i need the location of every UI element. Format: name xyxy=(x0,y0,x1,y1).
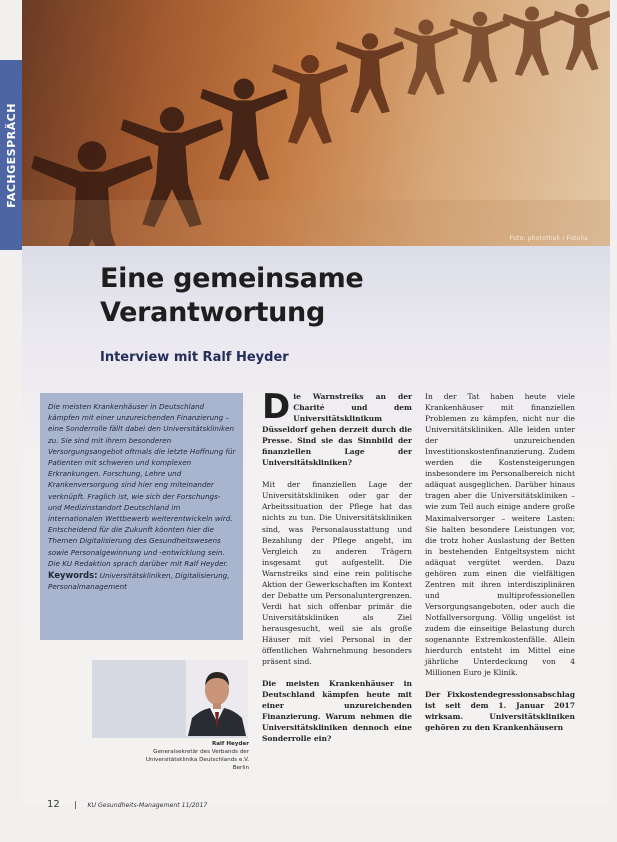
person-portrait-image xyxy=(186,660,248,736)
paper-chain-figures-image xyxy=(22,0,610,246)
dropcap: D xyxy=(262,387,291,427)
page-number: 12 xyxy=(47,799,60,810)
portrait-caption xyxy=(79,740,249,772)
caption-name: Ralf Heyder xyxy=(211,741,249,747)
answer-1: Mit der finanziellen Lage der Universitätskliniken oder gar der Arbeitssituation der Pflege hat das nichts zu tun. Die Universitätskliniken sind, was Personalausstattung und Bezahlung der Pflege angeht, im Vergleich zu anderen Trägern insgesamt gut aufgestellt. Die Warnstreiks sind eine rein politische Aktion der Gewerkschaften im Kontext der Debatte um Personaluntergrenzen. Verdi hat sich offenbar primär die Universitätskliniken als Ziel herausgesucht, weil sie als große Häuser mit viel Personal in der öffentlichen Wahrnehmung besonders präsent sind. xyxy=(262,480,412,667)
section-tab xyxy=(0,60,22,250)
text-column-1 xyxy=(262,387,412,755)
lead-box xyxy=(40,393,243,640)
article-subtitle: Interview mit Ralf Heyder xyxy=(100,350,289,365)
question-1 xyxy=(262,387,412,468)
photo-credit: Foto: photothek / Fotolia xyxy=(509,235,588,242)
lead-text: Die meisten Krankenhäuser in Deutschland kämpfen mit einer unzureichenden Finanzierung – eine Sonderrolle fällt dabei den Universitätskliniken zu. Sie sind mit ihrem besonderen Versorgungsangebot oftmals die letzte Hoffnung für Patienten mit schweren und komplexen Erkrankungen. Forschung, Lehre und Krankenversorgung sind hier eng miteinander verknüpft. Fraglich ist, wie sich der Forschungs- und Medizinstandort Deutschland im internationalen Wettbewerb weiterentwickeln wird. Entscheidend für die Zukunft könnten hier die Themen Digitalisierung des Gesundheitswesens sowie Personalgewinnung und -entwicklung sein. Die KU Redaktion sprach darüber mit Ralf Heyder. xyxy=(48,402,236,568)
section-tab-label: FACHGESPRÄCH xyxy=(4,102,18,208)
question-2: Die meisten Krankenhäuser in Deutschland kämpfen heute mit einer unzureichenden Finanzierung. Warum nehmen die Universitätskliniken dennoch eine Sonderrolle ein? xyxy=(262,679,412,744)
keywords xyxy=(48,570,236,592)
portrait-photo xyxy=(186,660,248,736)
footer-separator: | xyxy=(74,800,77,809)
keywords-label: Keywords: xyxy=(48,570,98,581)
question-1-text: ie Warnstreiks an der Charité und dem Universitätsklinikum Düsseldorf gehen derzeit durch die Presse. Sind sie das Sinnbild der finanziellen Lage der Universitätskliniken? xyxy=(262,392,412,468)
caption-role-2: Universitätsklinika Deutschlands e.V. xyxy=(145,757,249,763)
hero-photo xyxy=(22,0,610,246)
title-line-2: Verantwortung xyxy=(100,297,325,328)
title-line-1: Eine gemeinsame xyxy=(100,263,364,294)
keywords-list: Universitätskliniken, Digitalisierung, Personalmanagement xyxy=(48,571,230,592)
journal-name: KU Gesundheits-Management 11/2017 xyxy=(87,802,208,809)
answer-2: In der Tat haben heute viele Krankenhäuser mit finanziellen Problemen zu kämpfen, nicht nur die Universitätskliniken. Alle leiden unter der unzureichenden Investitionskostenfinanzierung. Zudem werden die Kostensteigerungen insbesondere im Personalbereich nicht adäquat ausgeglichen. Darüber hinaus tragen aber die Universitätskliniken – wie zum Teil auch einige andere große Maximalversorger – weitere Lasten: Sie halten besondere Leistungen vor, die trotz hoher Auslastung der Betten in bestehenden Entgeltsystem nicht adäquat vergütet werden. Dazu gehören zum einen die vielfältigen Zentren mit ihren interdisziplinären und multiprofessionellen Versorgungsangeboten, oder auch die Notfallversorgung. Völlig ungelöst ist zudem die einseitige Belastung durch sogenannte Extremkostenfälle. Allein hierdurch entsteht im Mittel eine jährliche Unterdeckung von 4 Millionen Euro je Klinik. xyxy=(425,392,575,678)
caption-city: Berlin xyxy=(232,765,249,771)
caption-role-1: Generalsekretär des Verbands der xyxy=(153,749,249,755)
question-3: Der Fixkostendegressionsabschlag ist seit dem 1. Januar 2017 wirksam. Universitätskliniken gehören zu den Krankenhäusern xyxy=(425,690,575,733)
page-footer xyxy=(47,799,207,810)
text-column-2 xyxy=(425,391,575,744)
article-title xyxy=(100,262,363,330)
